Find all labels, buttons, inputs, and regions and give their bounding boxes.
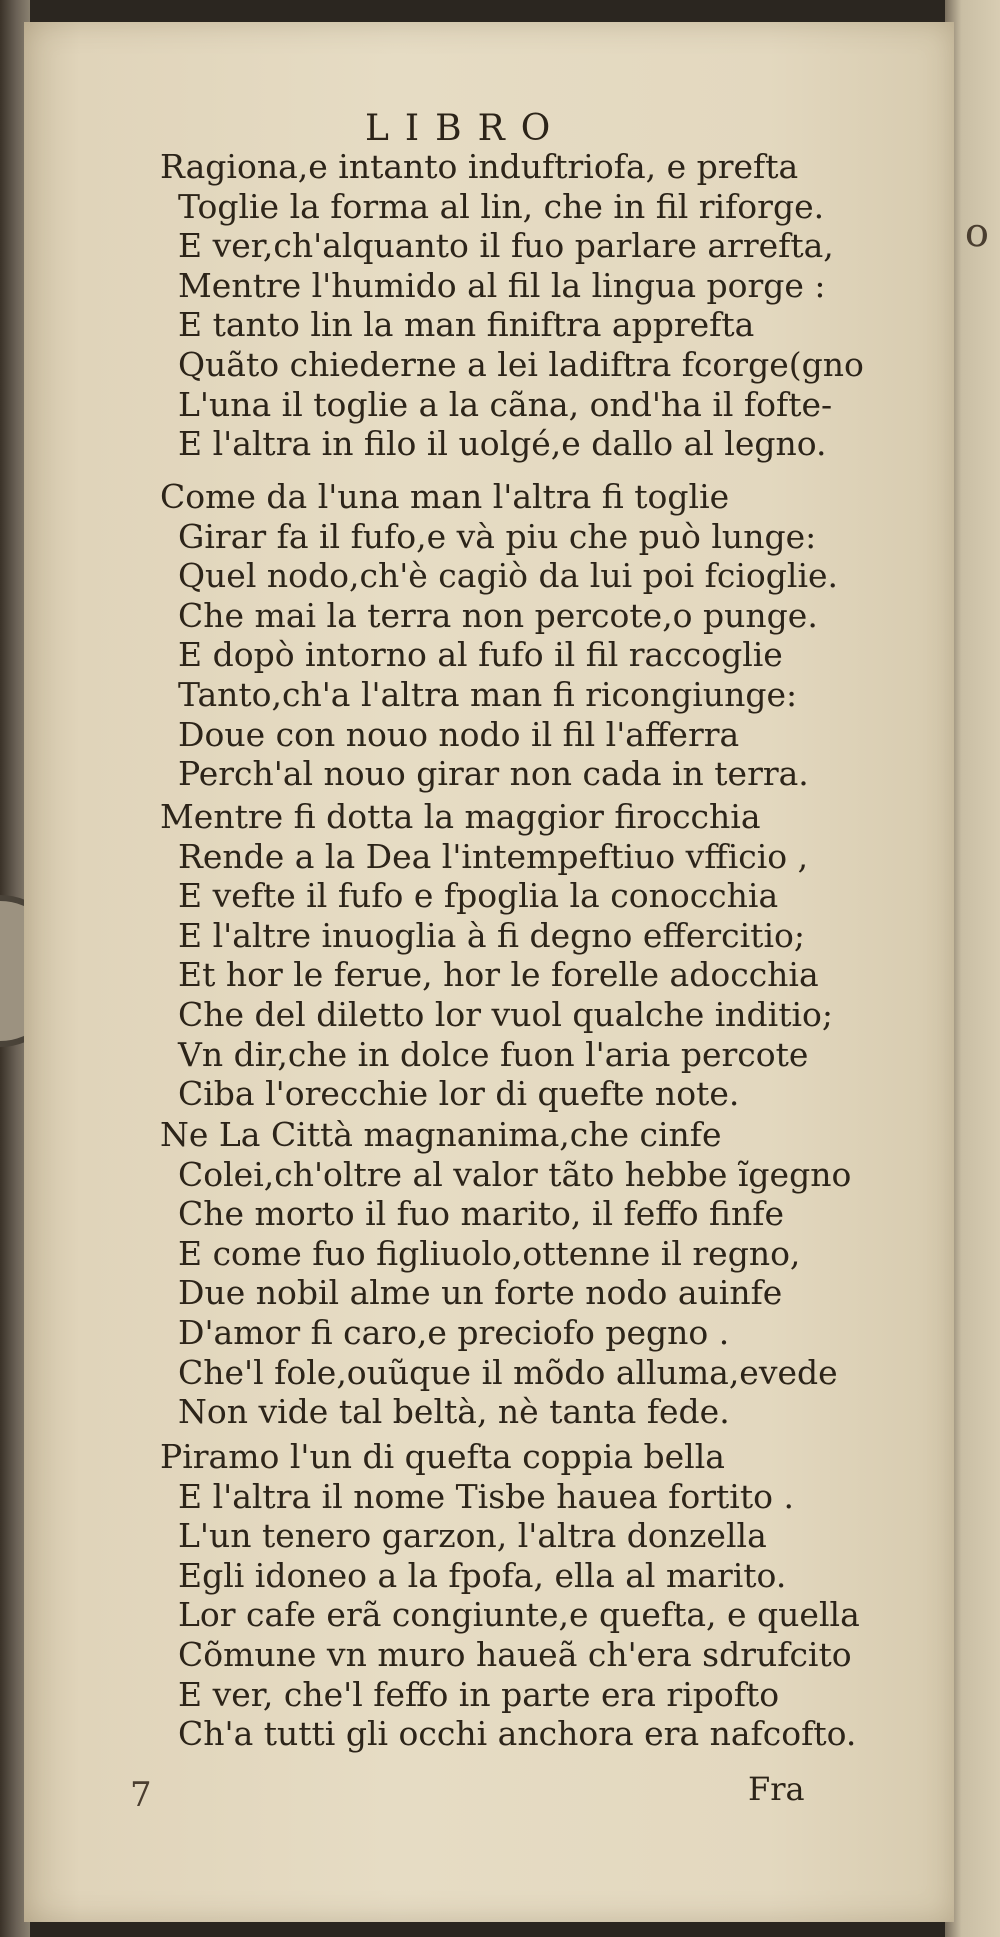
poem-line: Che'l fole,ouũque il mõdo alluma,evede (178, 1352, 838, 1392)
poem-line: E vefte il fufo e fpoglia la conocchia (178, 876, 779, 916)
poem-line: E ver,ch'alquanto il fuo parlare arrefta, (178, 226, 834, 266)
poem-line: Non vide tal beltà, nè tanta fede. (178, 1392, 730, 1432)
poem-line: E dopò intorno al fufo il fil raccoglie (178, 635, 783, 675)
poem-line: Mentre l'humido al fil la lingua porge : (178, 265, 826, 305)
poem-line: Doue con nouo nodo il fil l'afferra (178, 714, 740, 754)
poem-line: Che mai la terra non percote,o punge. (178, 595, 818, 635)
poem-line: Colei,ch'oltre al valor tãto hebbe ĩgegno (178, 1154, 852, 1194)
poem-line: Vn dir,che in dolce fuon l'aria percote (178, 1034, 809, 1074)
poem-line: Girar fa il fufo,e và piu che può lunge: (178, 516, 817, 556)
poem-line: E l'altra il nome Tisbe hauea fortito . (178, 1476, 794, 1516)
poem-line: E l'altra in filo il uolgé,e dallo al legno. (178, 424, 827, 464)
poem-line: Ciba l'orecchie lor di quefte note. (178, 1074, 740, 1114)
poem-line: Cõmune vn muro haueã ch'era sdrufcito (178, 1635, 852, 1674)
poem-line: Mentre fi dotta la maggior firocchia (160, 797, 761, 836)
poem-line: D'amor fi caro,e preciofo pegno . (178, 1313, 730, 1352)
poem-line: Come da l'una man l'altra fi toglie (160, 477, 730, 516)
poem-line: Rende a la Dea l'intempeftiuo vfficio , (178, 836, 809, 876)
poem-line: Che morto il fuo marito, il feffo finfe (178, 1194, 785, 1234)
poem-line: Toglie la forma al lin, che in fil riforge. (178, 186, 825, 226)
poem-line: E tanto lin la man finiftra apprefta (178, 305, 755, 345)
catchword: Fra (748, 1770, 805, 1808)
poem-line: Perch'al nouo girar non cada in terra. (178, 754, 809, 794)
poem-line: Quãto chiederne a lei ladiftra fcorge(gno (178, 345, 864, 384)
poem-line: Tanto,ch'a l'altra man fi ricongiunge: (178, 675, 798, 714)
poem-line: Egli idoneo a la fpofa, ella al marito. (178, 1555, 787, 1595)
page-signature: 7 (130, 1775, 152, 1815)
poem-line: Ch'a tutti gli occhi anchora era nafcofto. (178, 1714, 857, 1754)
poem-line: Lor cafe erã congiunte,e quefta, e quella (178, 1595, 860, 1635)
poem-line: Et hor le ferue, hor le forelle adocchia (178, 955, 819, 995)
poem-line: Che del diletto lor vuol qualche inditio; (178, 995, 834, 1034)
running-head: LIBRO (365, 108, 567, 149)
poem-line: Quel nodo,ch'è cagiò da lui poi fcioglie. (178, 556, 839, 596)
poem-line: E come fuo figliuolo,ottenne il regno, (178, 1233, 801, 1273)
poem-line: Piramo l'un di quefta coppia bella (160, 1437, 725, 1476)
poem-line: L'una il toglie a la cãna, ond'ha il fofte- (178, 384, 833, 424)
poem-line: E ver, che'l feffo in parte era ripofto (178, 1674, 780, 1714)
poem-line: Ragiona,e intanto induftriofa, e prefta (160, 147, 799, 186)
facing-page-fragment: o (963, 209, 991, 257)
poem-line: Ne La Città magnanima,che cinfe (160, 1115, 722, 1154)
poem-line: E l'altre inuoglia à fi degno effercitio; (178, 915, 805, 955)
poem-line: L'un tenero garzon, l'altra donzella (178, 1516, 767, 1556)
poem-line: Due nobil alme un forte nodo auinfe (178, 1273, 783, 1313)
